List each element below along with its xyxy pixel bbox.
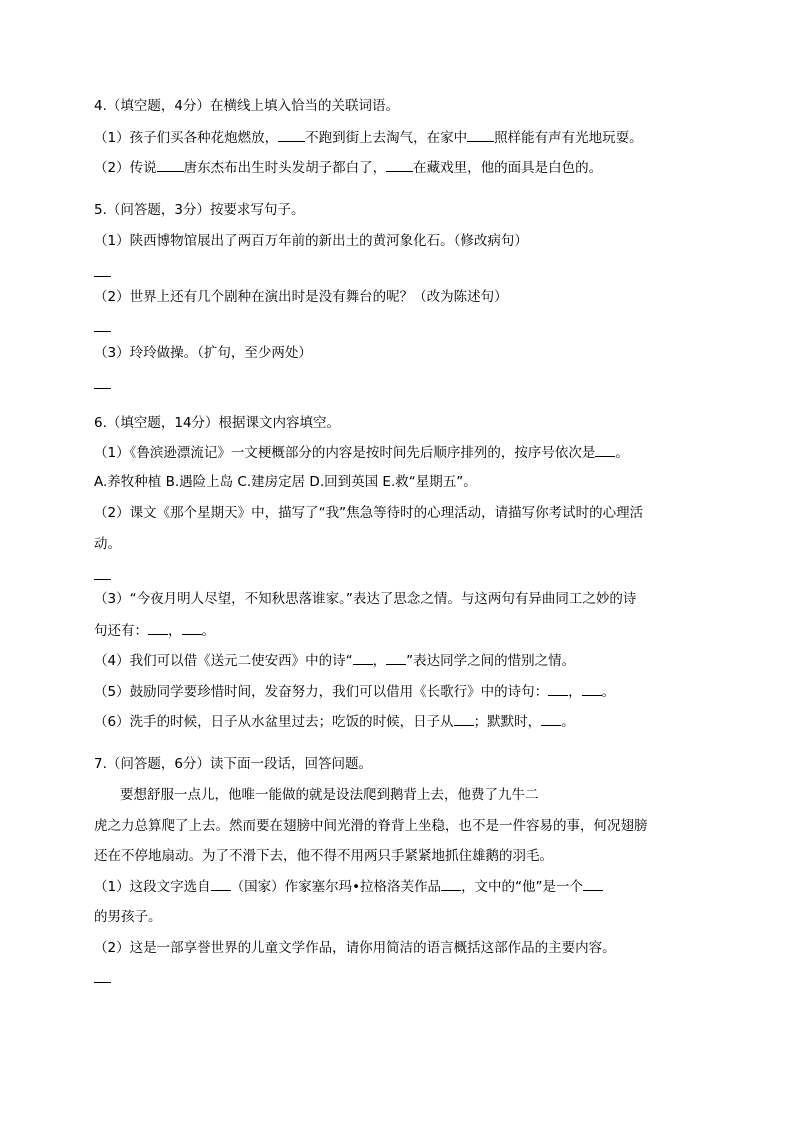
- q4-s1-part1: （1）孩子们买各种花炮燃放，: [94, 130, 279, 146]
- q5-sentence-1: （1）陕西博物馆展出了两百万年前的新出土的黄河象化石。（修改病句）: [94, 233, 528, 249]
- q6-s6-text: （6）洗手的时候，日子从水盆里过去；吃饭的时候，日子从: [94, 714, 454, 730]
- q7-s1-mid: （国家）作家塞尔玛•拉格洛芙作品: [230, 879, 442, 895]
- q6-s4-blank-1[interactable]: [353, 650, 373, 665]
- q6-options: A.养牧种植 B.遇险上岛 C.建房定居 D.回到英国 E.救“星期五”。: [94, 474, 477, 490]
- q5-header: 5.（问答题，3分）按要求写句子。: [94, 202, 305, 218]
- q6-s4-end: ”表达同学之间的惜别之情。: [406, 653, 576, 669]
- q6-s3b-blank-2[interactable]: [182, 620, 202, 635]
- q6-header: 6.（填空题，14分）根据课文内容填空。: [94, 415, 341, 431]
- q7-passage-line-3: 还在不停地扇动。为了不滑下去，他不得不用两只手紧紧地抓住雄鹅的羽毛。: [94, 848, 553, 864]
- q6-s1-end: 。: [615, 445, 629, 461]
- q4-s1-blank-1[interactable]: [278, 127, 305, 142]
- q6-s6-blank-2[interactable]: [541, 711, 561, 726]
- q7-s1-blank-1[interactable]: [211, 876, 231, 891]
- q4-s2-part2: 唐东杰布出生时头发胡子都白了，: [183, 160, 387, 176]
- q7-sentence-2: （2）这是一部享誉世界的儿童文学作品，请你用简洁的语言概括这部作品的主要内容。: [94, 940, 616, 956]
- q6-s6-end: 。: [561, 714, 575, 730]
- q4-sentence-2: [94, 157, 602, 178]
- q4-s1-part2: 不跑到街上去淘气，在家中: [305, 130, 468, 146]
- q6-s6-blank-1[interactable]: [454, 711, 474, 726]
- q6-s6-mid: ；默默时，: [473, 714, 542, 730]
- q7-s1-tail: ，文中的“他”是一个: [461, 879, 584, 895]
- q4-sentence-1: [94, 127, 643, 148]
- q4-s2-blank-2[interactable]: [386, 157, 413, 172]
- q6-s1-blank[interactable]: [595, 442, 615, 457]
- q7-answer-line[interactable]: [94, 982, 111, 983]
- q4-s1-part3: 照样能有声有光地玩耍。: [494, 130, 643, 146]
- q4-s2-blank-1[interactable]: [157, 157, 184, 172]
- q6-s5-blank-2[interactable]: [582, 681, 602, 696]
- q6-sentence-2b: 动。: [94, 536, 121, 552]
- q4-s2-part1: （2）传说: [94, 160, 157, 176]
- q6-sentence-4: [94, 650, 575, 671]
- q6-s5-comma: ，: [568, 684, 582, 700]
- q4-header: 4.（填空题，4分）在横线上填入恰当的关联词语。: [94, 98, 399, 114]
- q4-s2-part3: 在藏戏里，他的面具是白色的。: [413, 160, 603, 176]
- q6-s4-comma: ，: [372, 653, 387, 669]
- q5-sentence-2: （2）世界上还有几个剧种在演出时是没有舞台的呢？（改为陈述句）: [94, 289, 508, 305]
- q6-s5-blank-1[interactable]: [548, 681, 568, 696]
- q5-answer-line-3[interactable]: [94, 388, 111, 389]
- q6-s5-text: （5）鼓励同学要珍惜时间，发奋努力，我们可以借用《长歌行》中的诗句：: [94, 684, 549, 700]
- q7-passage-line-1: 要想舒服一点儿，他唯一能做的就是设法爬到鹅背上去，他费了九牛二: [120, 787, 539, 803]
- q7-s1-text: （1）这段文字选自: [94, 879, 211, 895]
- q6-s3b-text: 句还有：: [94, 623, 148, 639]
- q7-sentence-1b: 的男孩子。: [94, 909, 162, 925]
- q6-answer-line[interactable]: [94, 579, 111, 580]
- q7-s1-blank-3[interactable]: [583, 876, 603, 891]
- q7-sentence-1a: [94, 876, 603, 897]
- q6-s3b-end: 。: [201, 623, 215, 639]
- q5-answer-line-2[interactable]: [94, 331, 111, 332]
- q7-passage-line-2: 虎之力总算爬了上去。然而要在翅膀中间光滑的脊背上坐稳，也不是一件容易的事，何况翅膀: [94, 818, 648, 834]
- q6-sentence-6: [94, 711, 575, 732]
- q7-header: 7.（问答题，6分）读下面一段话，回答问题。: [94, 756, 372, 772]
- q6-sentence-5: [94, 681, 615, 702]
- q6-sentence-1: [94, 442, 629, 463]
- q6-sentence-3a: （3）“今夜月明人尽望，不知秋思落谁家。”表达了思念之情。与这两句有异曲同工之妙的诗: [94, 591, 637, 607]
- q6-s3b-comma: ，: [168, 623, 182, 639]
- q6-s1-text: （1）《鲁滨逊漂流记》一文梗概部分的内容是按时间先后顺序排列的，按序号依次是: [94, 445, 596, 461]
- q6-s4-text: （4）我们可以借《送元二使安西》中的诗“: [94, 653, 353, 669]
- q4-s1-blank-2[interactable]: [467, 127, 494, 142]
- q5-sentence-3: （3）玲玲做操。（扩句，至少两处）: [94, 345, 312, 361]
- q6-s5-end: 。: [601, 684, 616, 700]
- q6-sentence-3b: [94, 620, 215, 641]
- q6-sentence-2a: （2）课文《那个星期天》中，描写了“我”焦急等待时的心理活动，请描写你考试时的心理活: [94, 505, 644, 521]
- q5-answer-line-1[interactable]: [94, 276, 111, 277]
- q6-s4-blank-2[interactable]: [386, 650, 406, 665]
- q6-s3b-blank-1[interactable]: [148, 620, 168, 635]
- q7-s1-blank-2[interactable]: [441, 876, 461, 891]
